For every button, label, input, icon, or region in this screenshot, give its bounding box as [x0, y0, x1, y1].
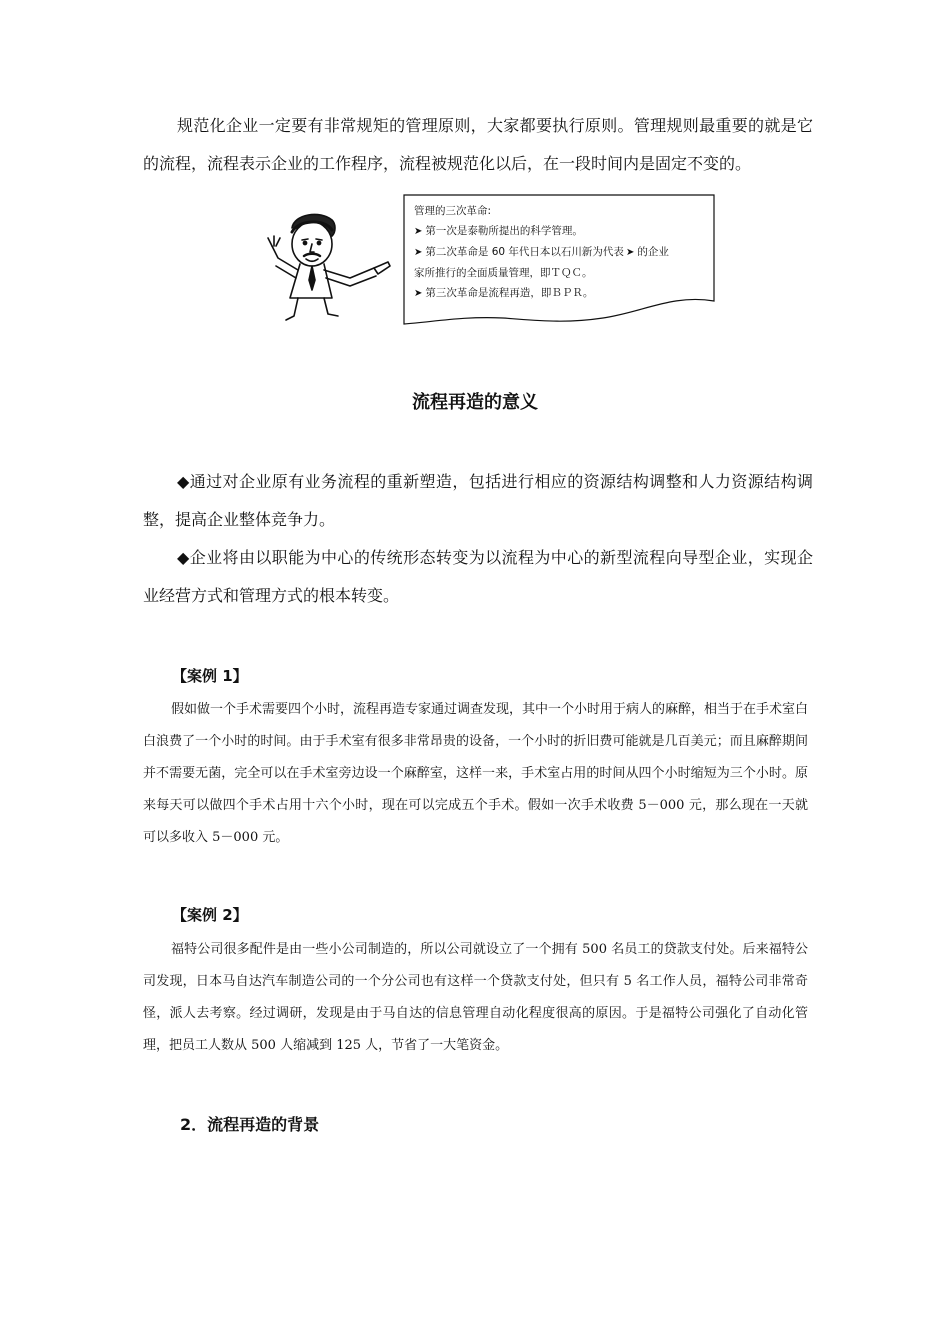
note-item-3: ➤ 第三次革命是流程再造，即ＢＰＲ。 [414, 287, 594, 299]
case2-title: 【案例 2】 [172, 906, 248, 924]
case1-title: 【案例 1】 [172, 667, 248, 685]
arrow-bullet-icon: ➤ [625, 247, 635, 258]
case2-body: 福特公司很多配件是由一些小公司制造的，所以公司就设立了一个拥有 500 名员工的贷款支付处。后来福特公司发现，日本马自达汽车制造公司的一个分公司也有这样一个贷款支付处，但只有 5 名工作人员，福特公司非常奇怪，派人去考察。经过调研，发现是由于马自达的信息管理自动化程度很高的原因。于是福特公司强化了自动化管理，把员工人数从 500 人缩减到 125 人，节省了一大笔资金。 [143, 942, 808, 1053]
note-box [403, 194, 715, 334]
intro-paragraph: 规范化企业一定要有非常规矩的管理原则，大家都要执行原则。管理规则最重要的就是它的流程，流程表示企业的工作程序，流程被规范化以后，在一段时间内是固定不变的。 [143, 116, 813, 173]
note-item-1: ➤ 第一次是泰勒所提出的科学管理。 [414, 225, 583, 237]
meaning-heading: 流程再造的意义 [412, 392, 538, 413]
meaning-bullet-1: ◆通过对企业原有业务流程的重新塑造，包括进行相应的资源结构调整和人力资源结构调整，提高企业整体竞争力。 [143, 472, 813, 529]
meaning-bullet-2: ◆企业将由以职能为中心的传统形态转变为以流程为中心的新型流程向导型企业，实现企业经营方式和管理方式的根本转变。 [143, 548, 813, 605]
cartoon-man-illustration [262, 206, 402, 324]
note-item-2-continued: 家所推行的全面质量管理，即ＴＱＣ。 [414, 267, 593, 279]
section-title: 2．流程再造的背景 [180, 1115, 320, 1134]
case1-body: 假如做一个手术需要四个小时，流程再造专家通过调查发现，其中一个小时用于病人的麻醉，相当于在手术室白白浪费了一个小时的时间。由于手术室有很多非常昂贵的设备，一个小时的折旧费可能就是几百美元；而且麻醉期间并不需要无菌，完全可以在手术室旁边设一个麻醉室，这样一来，手术室占用的时间从四个小时缩短为三个小时。原来每天可以做四个手术占用十六个小时，现在可以完成五个手术。假如一次手术收费 5－000 元，那么现在一天就可以多收入 5－000 元。 [143, 702, 809, 845]
arrow-bullet-icon: ➤ [414, 247, 423, 258]
arrow-bullet-icon: ➤ [414, 288, 423, 299]
note-content [414, 201, 710, 304]
arrow-bullet-icon: ➤ [414, 226, 423, 237]
note-item-2: ➤ 第二次革命是 60 年代日本以石川新为代表 ➤ 的企业 [414, 246, 669, 258]
note-title: 管理的三次革命: [414, 205, 492, 217]
